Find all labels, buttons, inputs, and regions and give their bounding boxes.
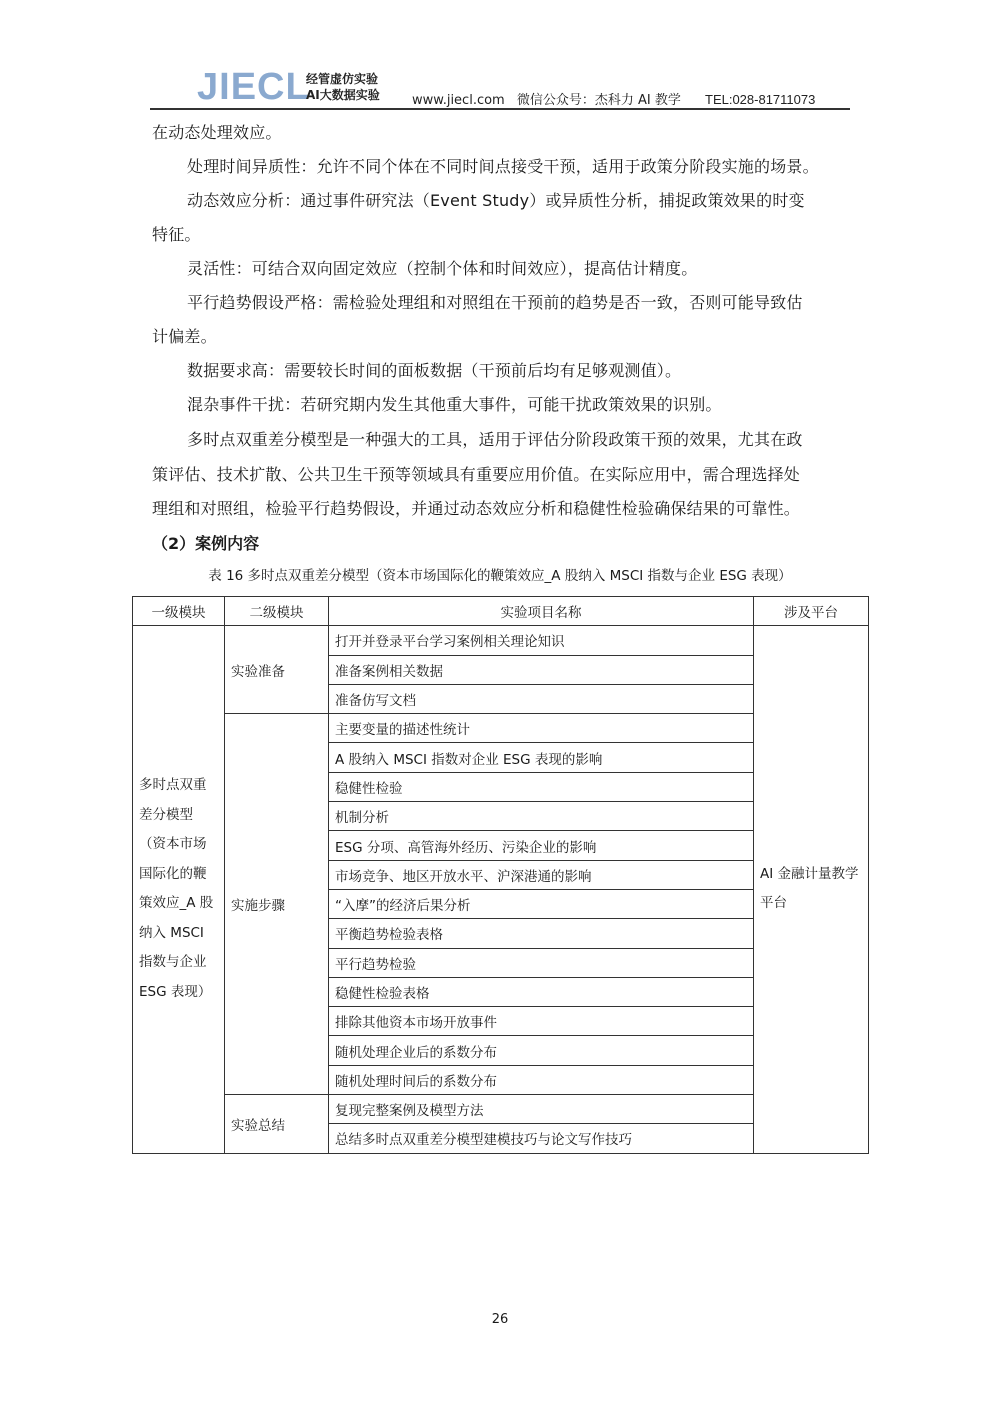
body-paragraph: 混杂事件干扰：若研究期内发生其他重大事件，可能干扰政策效果的识别。 <box>187 395 722 414</box>
experiment-item-cell: 排除其他资本市场开放事件 <box>329 1007 754 1036</box>
experiment-item-cell: 主要变量的描述性统计 <box>329 714 754 743</box>
platform-cell: AI 金融计量教学平台 <box>754 626 869 1153</box>
page-header <box>150 62 850 108</box>
experiment-item-cell: 随机处理时间后的系数分布 <box>329 1065 754 1094</box>
body-paragraph: 动态效应分析：通过事件研究法（Event Study）或异质性分析，捕捉政策效果的时变 <box>187 191 805 210</box>
experiment-item-cell: “入摩”的经济后果分析 <box>329 889 754 918</box>
header-website: www.jiecl.com <box>412 93 505 108</box>
experiment-item-cell: ESG 分项、高管海外经历、污染企业的影响 <box>329 831 754 860</box>
experiment-item-cell: 总结多时点双重差分模型建模技巧与论文写作技巧 <box>329 1124 754 1153</box>
table-row <box>133 626 869 655</box>
column-header: 一级模块 <box>133 597 225 626</box>
level2-module-cell: 实施步骤 <box>225 714 329 1095</box>
level2-module-cell: 实验准备 <box>225 626 329 714</box>
table-caption: 表 16 多时点双重差分模型（资本市场国际化的鞭策效应_A 股纳入 MSCI 指数与企业 ESG 表现） <box>208 568 792 584</box>
experiment-item-cell: 稳健性检验 <box>329 772 754 801</box>
experiment-item-cell: 准备仿写文档 <box>329 684 754 713</box>
column-header: 涉及平台 <box>754 597 869 626</box>
table-header-row <box>133 597 869 626</box>
experiment-item-cell: 稳健性检验表格 <box>329 977 754 1006</box>
header-tel: TEL:028-81711073 <box>705 92 816 107</box>
logo-subtitle-line-1: 经管虚仿实验 <box>306 72 379 86</box>
body-paragraph: 计偏差。 <box>152 327 217 346</box>
page-number: 26 <box>491 1312 509 1327</box>
body-paragraph: 数据要求高：需要较长时间的面板数据（干预前后均有足够观测值）。 <box>187 361 682 380</box>
body-paragraph: 处理时间异质性：允许不同个体在不同时间点接受干预，适用于政策分阶段实施的场景。 <box>187 157 819 176</box>
body-paragraph: 理组和对照组，检验平行趋势假设，并通过动态效应分析和稳健性检验确保结果的可靠性。 <box>152 499 801 518</box>
header-wechat: 微信公众号：杰科力 AI 教学 <box>516 93 681 108</box>
header-divider <box>150 108 850 110</box>
body-paragraph: 特征。 <box>152 225 201 244</box>
experiment-table <box>132 596 869 1154</box>
body-paragraph: 策评估、技术扩散、公共卫生干预等领域具有重要应用价值。在实际应用中，需合理选择处 <box>152 465 801 484</box>
level2-module-cell: 实验总结 <box>225 1095 329 1154</box>
logo-subtitle <box>306 71 380 103</box>
experiment-item-cell: 平行趋势检验 <box>329 948 754 977</box>
experiment-item-cell: 平衡趋势检验表格 <box>329 919 754 948</box>
jiecl-logo: JIECL <box>197 66 310 108</box>
experiment-item-cell: 机制分析 <box>329 802 754 831</box>
header-contact-info <box>412 89 823 108</box>
experiment-item-cell: 打开并登录平台学习案例相关理论知识 <box>329 626 754 655</box>
experiment-item-cell: 准备案例相关数据 <box>329 655 754 684</box>
column-header: 二级模块 <box>225 597 329 626</box>
body-paragraph: 在动态处理效应。 <box>152 123 282 142</box>
body-paragraph: 灵活性：可结合双向固定效应（控制个体和时间效应），提高估计精度。 <box>187 259 698 278</box>
logo-subtitle-line-2: AI大数据实验 <box>306 88 380 102</box>
experiment-item-cell: A 股纳入 MSCI 指数对企业 ESG 表现的影响 <box>329 743 754 772</box>
body-paragraph: 多时点双重差分模型是一种强大的工具，适用于评估分阶段政策干预的效果，尤其在政 <box>187 430 803 449</box>
body-paragraph: 平行趋势假设严格：需检验处理组和对照组在干预前的趋势是否一致，否则可能导致估 <box>187 293 803 312</box>
experiment-item-cell: 复现完整案例及模型方法 <box>329 1095 754 1124</box>
level1-module-cell: 多时点双重差分模型（资本市场国际化的鞭策效应_A 股纳入 MSCI 指数与企业 ESG 表现） <box>133 626 225 1153</box>
column-header: 实验项目名称 <box>329 597 754 626</box>
experiment-item-cell: 市场竞争、地区开放水平、沪深港通的影响 <box>329 860 754 889</box>
experiment-item-cell: 随机处理企业后的系数分布 <box>329 1036 754 1065</box>
section-title: （2）案例内容 <box>152 534 260 553</box>
